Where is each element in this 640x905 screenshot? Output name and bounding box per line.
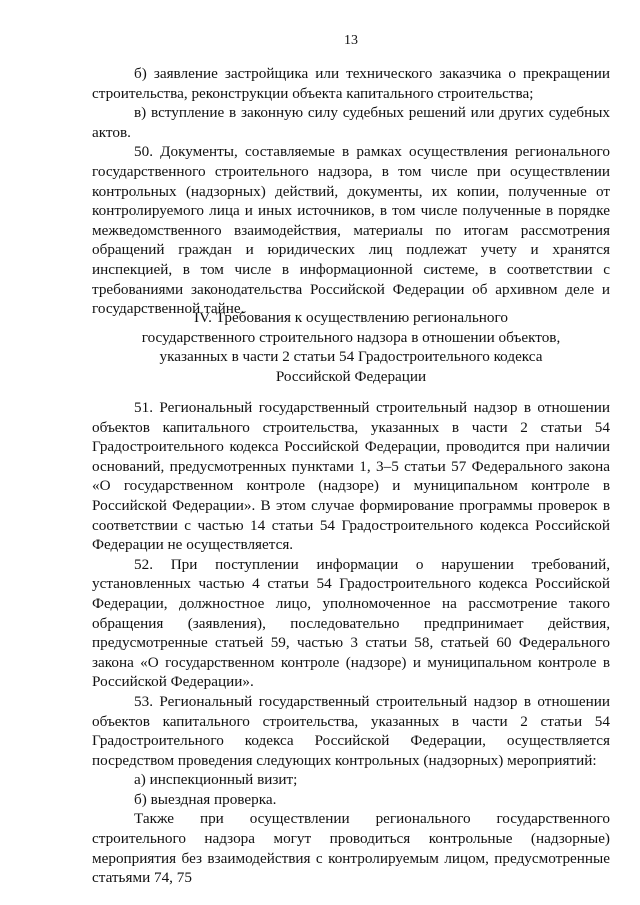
paragraph-52: 52. При поступлении информации о нарушении требований, установленных частью 4 статьи 54 Градостроительного кодекса Российской Федерации, должностное лицо, уполномоченное на рассмотрение такого обращения (заявления), последовательно предпринимает действия, предусмотренные статьей 59, частью 3 статьи 58, статьей 60 Федерального закона «О государственном контроле (надзоре) и муниципальном контроле в Российской Федерации». xyxy=(92,555,610,691)
section-heading-line-3: указанных в части 2 статьи 54 Градостроительного кодекса xyxy=(159,348,543,366)
section-heading xyxy=(92,308,610,386)
section-heading-line-2: государственного строительного надзора в отношении объектов, xyxy=(141,328,561,346)
paragraph-also: Также при осуществлении регионального государственного строительного надзора могут проводиться контрольные (надзорные) мероприятия без взаимодействия с контролируемым лицом, предусмотренные статьями 74, 75 xyxy=(92,810,610,887)
paragraph-item-a: а) инспекционный визит; xyxy=(134,771,298,789)
section-heading-line-4: Российской Федерации xyxy=(275,367,427,385)
paragraph-item-v: в) вступление в законную силу судебных решений или других судебных актов. xyxy=(92,104,610,141)
paragraph-50: 50. Документы, составляемые в рамках осуществления регионального государственного строительного надзора, в том числе при осуществлении контрольных (надзорных) действий, документы, их копии, полученные от контролируемого лица и иных источников, в том числе полученные в порядке межведомственного взаимодействия, материалы по итогам рассмотрения обращений граждан и юридических лиц подлежат учету и хранятся инспекцией, в том числе в информационной системе, в соответствии с требованиями законодательства Российской Федерации об архивном деле и государственной тайне. xyxy=(92,143,610,318)
text-block-bottom xyxy=(92,398,610,888)
text-block-top xyxy=(92,64,610,319)
paragraph-item-b: б) заявление застройщика или технического заказчика о прекращении строительства, реконструкции объекта капитального строительства; xyxy=(92,65,610,102)
paragraph-53: 53. Региональный государственный строительный надзор в отношении объектов капитального строительства, указанных в части 2 статьи 54 Градостроительного кодекса Российской Федерации, осуществляется посредством проведения следующих контрольных (надзорных) мероприятий: xyxy=(92,692,610,769)
page-number: 13 xyxy=(344,33,358,48)
paragraph-51: 51. Региональный государственный строительный надзор в отношении объектов капитального строительства, указанных в части 2 статьи 54 Градостроительного кодекса Российской Федерации, проводится при наличии оснований, предусмотренных пунктами 1, 3–5 статьи 57 Федерального закона «О государственном контроле (надзоре) и муниципальном контроле в Российской Федерации». В этом случае формирование программы проверок в соответствии с частью 14 статьи 54 Градостроительного кодекса Российской Федерации не осуществляется. xyxy=(92,399,610,554)
paragraph-item-b-2: б) выездная проверка. xyxy=(134,790,277,808)
section-heading-line-1: IV. Требования к осуществлению регионального xyxy=(194,309,508,326)
